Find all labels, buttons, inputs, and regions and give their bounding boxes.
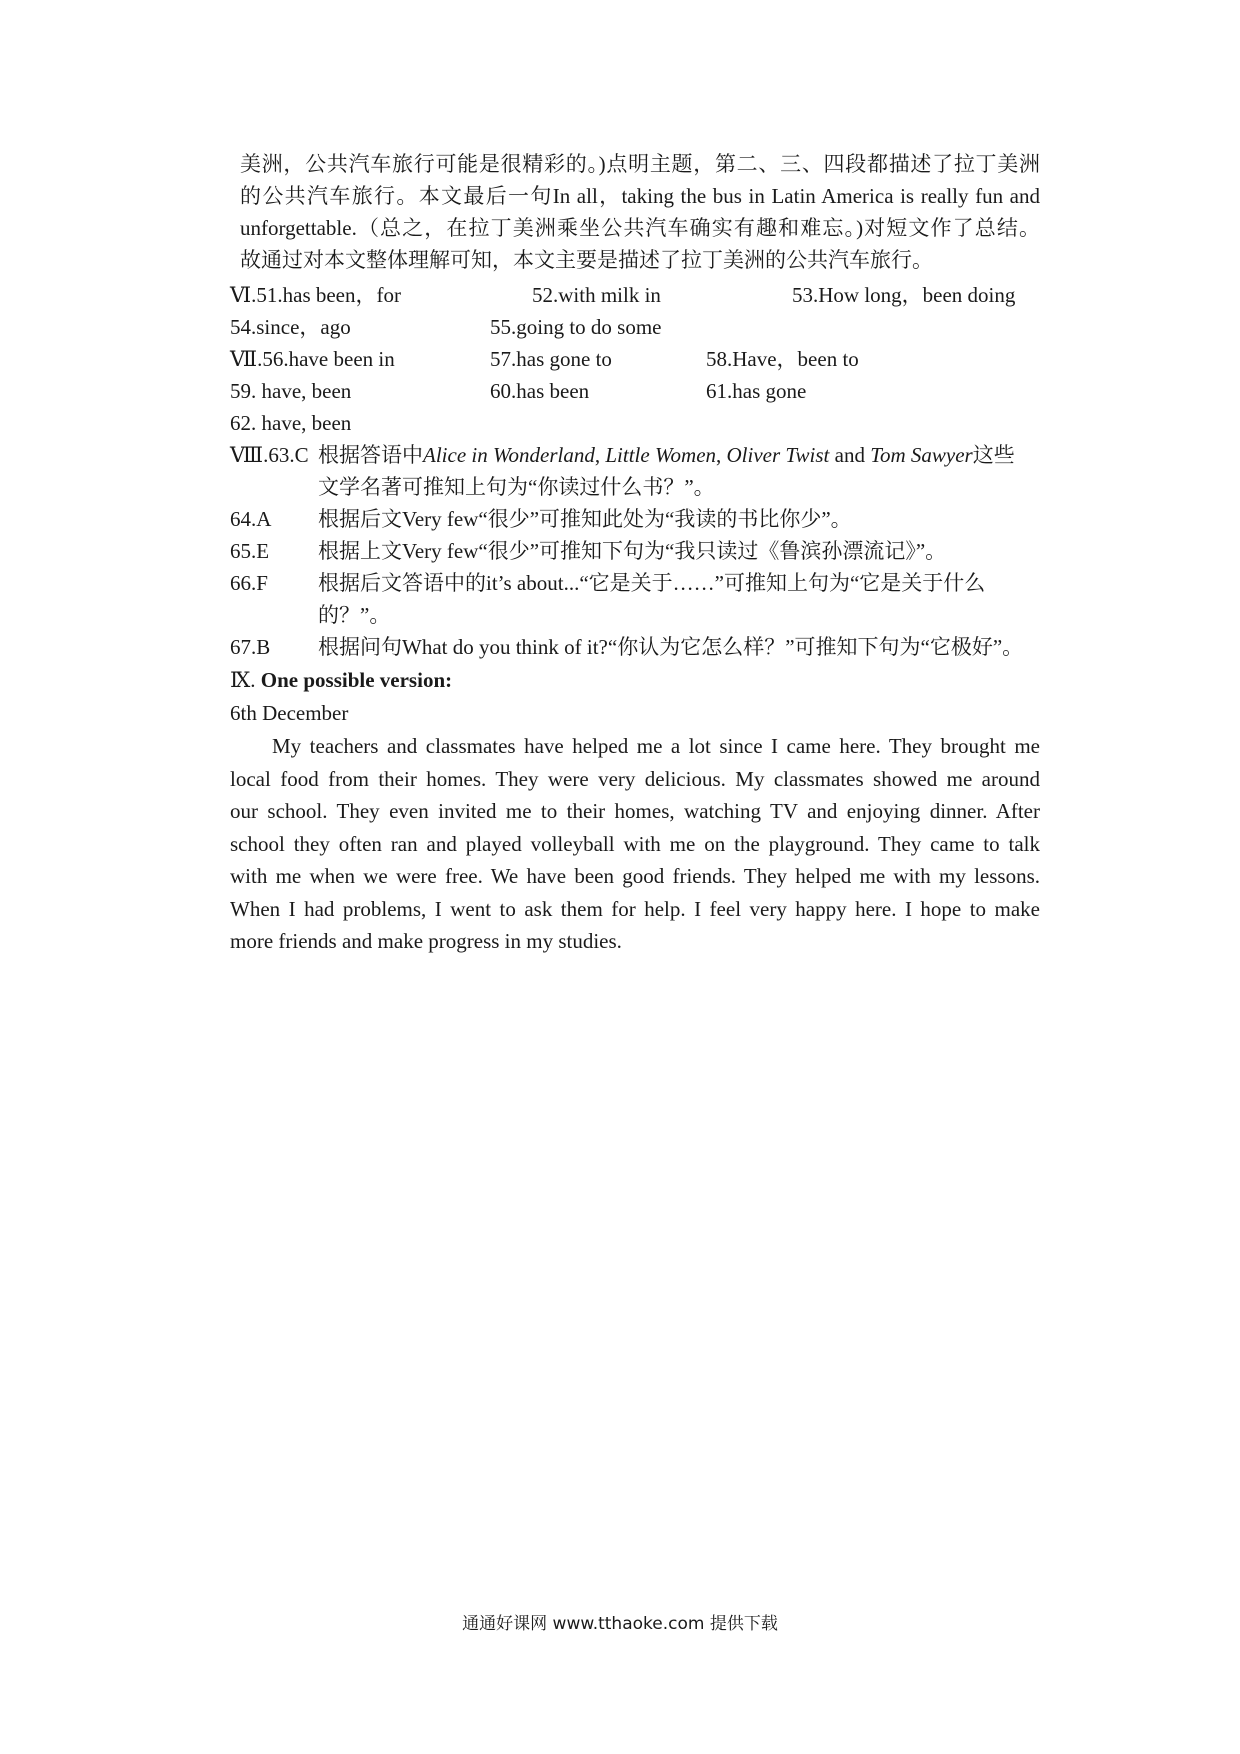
section-9-number: Ⅸ.: [230, 668, 256, 692]
separator: ,: [594, 443, 606, 467]
answer-66-text: 根据后文答语中的it’s about...“它是关于……”可推知上句为“它是关于什么: [318, 571, 986, 595]
page-footer: 通通好课网 www.tthaoke.com 提供下载: [462, 1614, 778, 1634]
answer-66-line2: 的？”。: [318, 603, 391, 627]
answer-58: 58.Have，been to: [706, 347, 859, 371]
answer-52: 52.with milk in: [532, 283, 661, 307]
book-title: Oliver Twist: [726, 443, 830, 467]
answer-54: 54.since，ago: [230, 315, 351, 339]
answer-60: 60.has been: [490, 379, 590, 403]
answer-67-text: 根据问句What do you think of it?“你认为它怎么样？”可推知下句为“它极好”。: [318, 635, 1024, 659]
section-9-title: One possible version:: [255, 668, 453, 692]
book-title: Alice in Wonderland: [423, 443, 595, 467]
intro-line: 故通过对本文整体理解可知，本文主要是描述了拉丁美洲的公共汽车旅行。: [240, 248, 933, 272]
answer-57: 57.has gone to: [490, 347, 612, 371]
intro-line: 的公共汽车旅行。本文最后一句In all，taking the bus in Latin America is really fun and: [240, 184, 1040, 208]
section-9-heading: [230, 664, 452, 696]
intro-line: unforgettable.（总之，在拉丁美洲乘坐公共汽车确实有趣和难忘。)对短文作了总结。: [240, 216, 1040, 240]
essay-line: My teachers and classmates have helped me a lot since I came here. They brought me: [272, 734, 1040, 758]
answer-64: [230, 503, 852, 535]
separator: and: [829, 443, 871, 467]
answer-64-number: 64.A: [230, 507, 272, 531]
answer-53: 53.How long，been doing: [792, 283, 1016, 307]
essay-line: When I had problems, I went to ask them for help. I feel very happy here. I hope to make: [230, 896, 1040, 921]
essay-line: more friends and make progress in my studies.: [230, 929, 622, 953]
answer-61: 61.has gone: [706, 379, 807, 403]
intro-paragraph: [240, 148, 1040, 276]
intro-line: 美洲，公共汽车旅行可能是很精彩的。)点明主题，第二、三、四段都描述了拉丁美洲: [240, 152, 1040, 176]
book-title: Tom Sawyer: [870, 443, 973, 467]
answer-63: [230, 439, 1015, 471]
answer-59: 59. have, been: [230, 379, 352, 403]
essay-line: school they often ran and played volleyball with me on the playground. They came to talk: [230, 831, 1040, 856]
answer-64-text: 根据后文Very few“很少”可推知此处为“我读的书比你少”。: [318, 507, 852, 531]
separator: ,: [716, 443, 727, 467]
answer-56: Ⅶ.56.have been in: [230, 347, 395, 371]
answer-65-text: 根据上文Very few“很少”可推知下句为“我只读过《鲁滨孙漂流记》”。: [318, 539, 947, 563]
answer-62: 62. have, been: [230, 411, 352, 435]
essay-line: local food from their homes. They were very delicious. My classmates showed me around: [230, 766, 1040, 791]
book-title: Little Women: [605, 443, 717, 467]
answer-63-text-post: 这些: [972, 443, 1015, 467]
answer-65: [230, 535, 946, 567]
essay-line: with me when we were free. We have been good friends. They helped me with my lessons.: [230, 864, 1040, 888]
answer-63-number: Ⅷ.63.C: [230, 443, 309, 467]
essay-line: our school. They even invited me to their homes, watching TV and enjoying dinner. After: [230, 799, 1040, 823]
answer-55: 55.going to do some: [490, 315, 662, 339]
answer-63-text-pre: 根据答语中: [318, 443, 423, 467]
essay-body: [230, 730, 1040, 958]
answer-51: Ⅵ.51.has been，for: [230, 283, 401, 307]
answer-63-line2: 文学名著可推知上句为“你读过什么书？”。: [318, 475, 715, 499]
answer-67: [230, 631, 1023, 663]
answer-65-number: 65.E: [230, 539, 270, 563]
essay-date: 6th December: [230, 701, 349, 725]
answer-66-number: 66.F: [230, 571, 268, 595]
answer-67-number: 67.B: [230, 635, 271, 659]
answer-66: [230, 567, 985, 599]
